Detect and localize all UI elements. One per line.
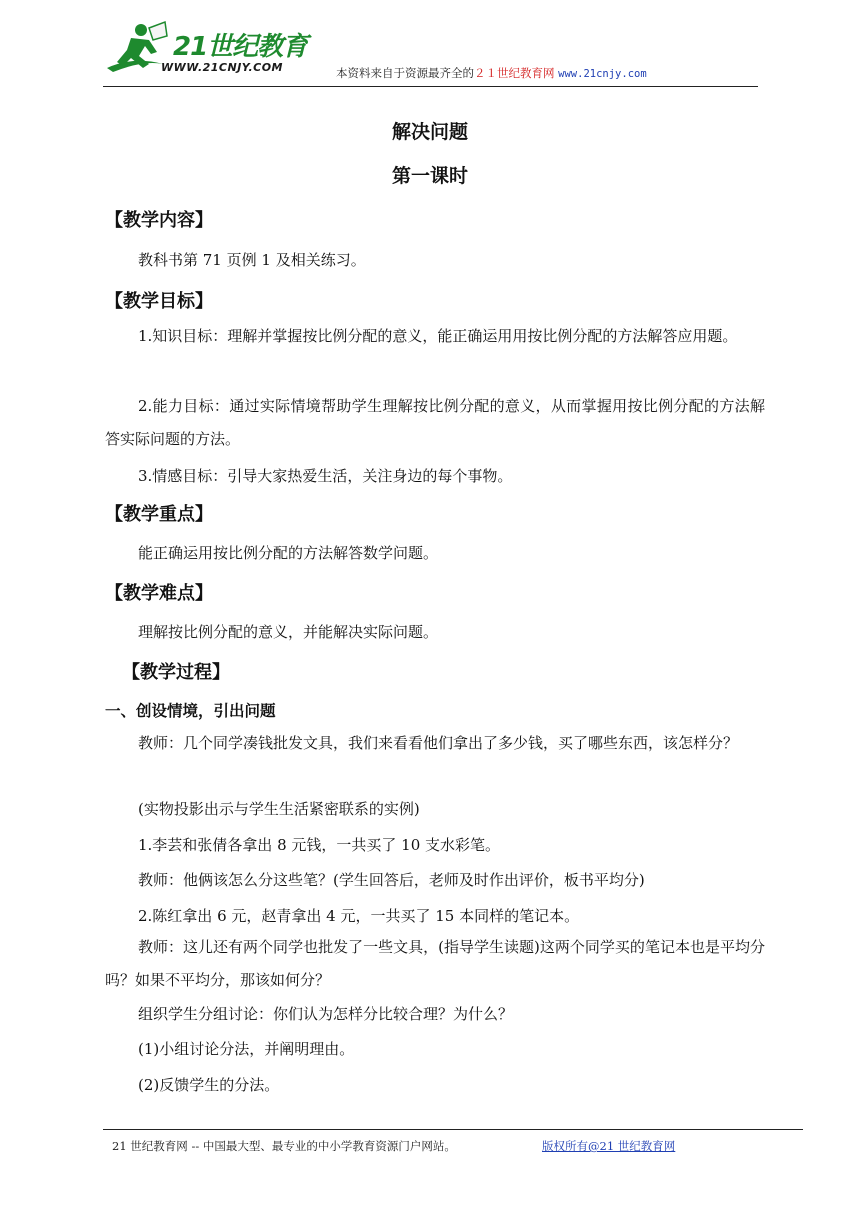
process-paragraph-5: 2.陈红拿出 6 元，赵青拿出 4 元，一共买了 15 本同样的笔记本。 (138, 907, 580, 925)
header-note-site[interactable]: ２１世纪教育网 (474, 66, 555, 80)
process-paragraph-6: 教师：这儿还有两个同学也批发了一些文具，(指导学生读题)这两个同学买的笔记本也是平均分吗？如果不平均分，那该如何分？ (105, 938, 765, 989)
key-points-text: 能正确运用按比例分配的方法解答数学问题。 (138, 544, 439, 562)
process-paragraph-1: 教师：几个同学凑钱批发文具，我们来看看他们拿出了多少钱，买了哪些东西，该怎样分？ (138, 734, 739, 752)
header-note-prefix: 本资料来自于资源最齐全的 (336, 66, 474, 80)
process-paragraph-9: (2)反馈学生的分法。 (138, 1076, 280, 1094)
goal-1: 1.知识目标：理解并掌握按比例分配的意义，能正确运用用按比例分配的方法解答应用题。 (138, 327, 738, 345)
section-1-heading: 一、创设情境，引出问题 (105, 702, 276, 720)
footer-text: 21 世纪教育网 -- 中国最大型、最专业的中小学教育资源门户网站。 (112, 1139, 456, 1153)
process-paragraph-4: 教师：他俩该怎么分这些笔？(学生回答后，老师及时作出评价，板书平均分) (138, 871, 645, 889)
content-text: 教科书第 71 页例 1 及相关练习。 (138, 251, 366, 269)
difficulties-text: 理解按比例分配的意义，并能解决实际问题。 (138, 623, 439, 641)
goals-heading: 【教学目标】 (105, 291, 213, 312)
content-heading: 【教学内容】 (105, 210, 213, 231)
page-header (103, 18, 758, 87)
logo-url-text: WWW.21CNJY.COM (161, 61, 283, 74)
document-subtitle: 第一课时 (391, 165, 468, 187)
header-note-url[interactable]: www.21cnjy.com (558, 68, 647, 80)
process-heading: 【教学过程】 (122, 662, 230, 683)
header-source-note (336, 65, 647, 81)
logo-brand-text: 21世纪教育 (173, 32, 308, 62)
key-points-heading: 【教学重点】 (105, 504, 213, 525)
footer-divider (103, 1129, 803, 1130)
process-paragraph-7: 组织学生分组讨论：你们认为怎样分比较合理？为什么？ (138, 1005, 514, 1023)
process-paragraph-3: 1.李芸和张倩各拿出 8 元钱，一共买了 10 支水彩笔。 (138, 836, 501, 854)
process-paragraph-2: (实物投影出示与学生生活紧密联系的实例) (138, 800, 420, 818)
process-paragraph-8: (1)小组讨论分法，并阐明理由。 (138, 1040, 355, 1058)
site-logo[interactable] (103, 20, 313, 82)
document-title: 解决问题 (391, 121, 468, 143)
goal-2: 2.能力目标：通过实际情境帮助学生理解按比例分配的意义，从而掌握用按比例分配的方法解答实际问题的方法。 (105, 397, 765, 448)
footer-copyright-link[interactable]: 版权所有@21 世纪教育网 (542, 1139, 676, 1153)
goal-3: 3.情感目标：引导大家热爱生活，关注身边的每个事物。 (138, 467, 513, 485)
difficulties-heading: 【教学难点】 (105, 583, 213, 604)
